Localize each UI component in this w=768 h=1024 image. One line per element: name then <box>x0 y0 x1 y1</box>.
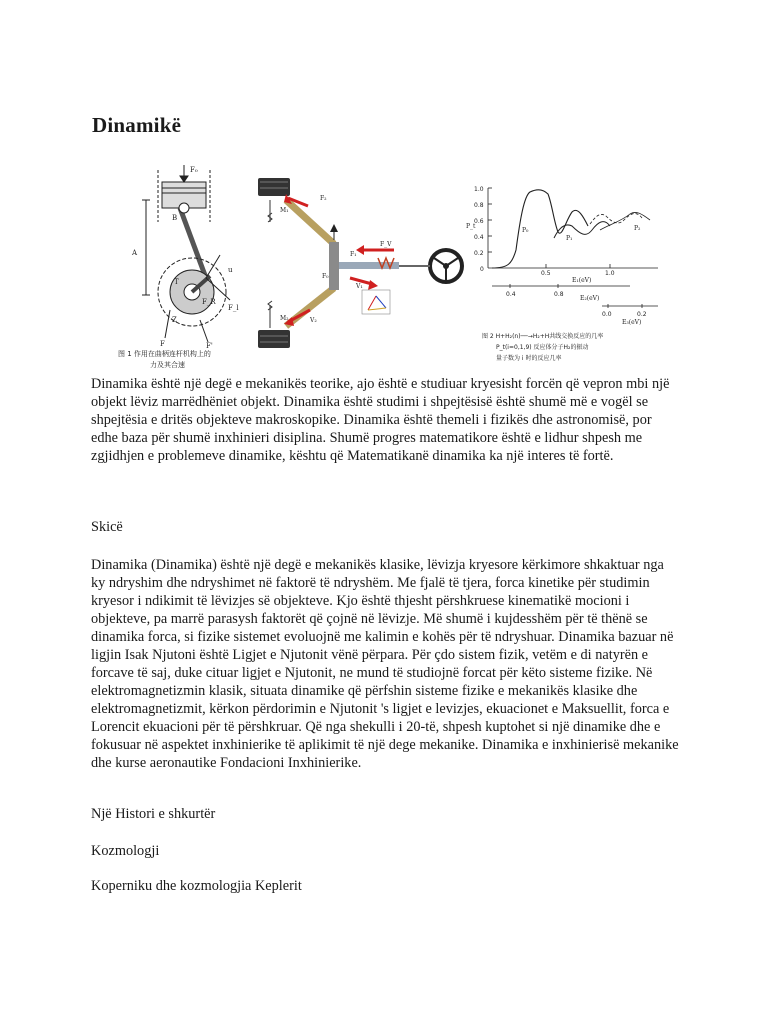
fig3-ytick-3: 0.6 <box>474 218 484 225</box>
fig2-label-m2: M₂ <box>280 315 289 322</box>
fig2-label-m1: M₁ <box>280 207 289 214</box>
figure-probability-plot <box>488 188 658 308</box>
fig1-label-fl: F_l <box>228 304 239 312</box>
fig1-label-f: F <box>160 340 165 348</box>
figures-illustration <box>110 160 670 375</box>
fig1-label-fprime: F' <box>206 342 213 350</box>
section-heading-history: Një Histori e shkurtër <box>91 806 216 822</box>
fig3-caption-line2: P_t(i=0,1,9) 反应体分子H₂的振动 <box>496 344 589 351</box>
figure-crank-mechanism <box>142 165 230 342</box>
fig3-curve-label-p1: P₁ <box>566 235 573 242</box>
fig3-ylabel: P_t <box>466 223 476 230</box>
section-heading-copernicus: Koperniku dhe kozmologjia Keplerit <box>91 878 302 894</box>
fig3-axis1-label: E₁(eV) <box>572 277 592 284</box>
fig3-axis2-tick-1: 0.4 <box>506 291 516 298</box>
skice-paragraph: Dinamika (Dinamika) është një degë e mekanikës klasike, lëvizja kryesore kërkimore shkaktuar nga ky ndryshim dhe ndryshimet në faktorë të ndryshëm. Me fjalë të tjera, forca kinetike për studimin kryesor i ndikimit të lëvizjes së objekteve. Kjo është thjesht përshkruese kinematikë mocioni i objekteve, pa marrë parasysh faktorët që çojnë në lëvizje. Më shumë i kujdesshëm për të thënë se dinamika forca, si fizike sistemet evoluojnë me kalimin e kohës për të ndryshuar. Dinamika bazuar në ligjin Isak Njutoni është Ligjet e Njutonit vënë përpara. Për çdo sistem fizik, vetëm e di natyrën e forcave të saj, duke cituar ligjet e Njutonit, ne mund të studiojnë forcat për këto sisteme fizike. Në elektromagnetizmin klasik, situata dinamike që përfshin sisteme fizike e mekanikës klasike dhe elektromagnetizmit, kërkon përdorimin e Njutonit 's ligjet e levizjes, ekuacionet e Maksuellit, forca e Lorencit ekuacioni për të përshkruar. Që nga shekulli i 20-të, shpesh kuptohet si një dinamike dhe e fokusuar në aspektet inxhinierike të aplikimit të një dege mekanike. Dinamika e inxhinierisë mekanike dhe kurse aeronautike Fondacioni Inxhinierike. <box>91 557 679 771</box>
fig2-label-v1: V₁ <box>356 283 363 290</box>
fig3-axis1-tick-1: 0.5 <box>541 270 551 277</box>
fig3-ytick-1: 1.0 <box>474 186 484 193</box>
fig2-label-f2: F₂ <box>320 195 327 202</box>
fig3-caption-line3: 量子数为 i 时的反应几率 <box>496 355 562 362</box>
fig3-axis3-label: E₃(eV) <box>622 319 642 326</box>
fig3-axis3-tick-1: 0.0 <box>602 311 612 318</box>
fig2-label-v2: V₂ <box>310 317 317 324</box>
fig3-curve-label-p2: P₂ <box>634 225 641 232</box>
section-heading-cosmology: Kozmologji <box>91 843 160 859</box>
fig3-ytick-5: 0.2 <box>474 250 484 257</box>
fig2-label-f0: F₀ <box>322 273 329 280</box>
fig1-label-f0: F₀ <box>190 166 198 174</box>
fig3-axis3-tick-2: 0.2 <box>637 311 647 318</box>
fig1-label-a: A <box>132 249 138 257</box>
fig2-label-fv: F_V <box>380 241 392 248</box>
fig3-axis1-tick-2: 1.0 <box>605 270 615 277</box>
fig2-label-f1: F₁ <box>350 251 357 258</box>
fig1-label-u: u <box>228 266 233 274</box>
fig3-axis2-tick-2: 0.8 <box>554 291 564 298</box>
fig1-label-t: T <box>174 278 179 286</box>
fig3-curve-label-p0: P₀ <box>522 227 529 234</box>
section-heading-skice: Skicë <box>91 519 123 535</box>
page-title: Dinamikë <box>92 113 182 137</box>
fig1-caption-line1: 图 1 作用在曲柄连杆机构上的 <box>118 350 211 358</box>
fig1-label-z: Z <box>172 316 177 324</box>
fig1-label-b: B <box>172 214 178 222</box>
fig3-ytick-2: 0.8 <box>474 202 484 209</box>
fig3-ytick-6: 0 <box>480 266 484 273</box>
intro-paragraph: Dinamika është një degë e mekanikës teorike, ajo është e studiuar kryesisht forcën që vepron mbi një objekt lëviz marrëdhëniet objekt. Dinamika është studimi i shpejtësisë është shumë më e vogël se shpejtësia e dritës objekteve makroskopike. Dinamika është themeli i fizikës dhe astronomisë, por edhe baza për shumë inxhinieri disiplina. Shumë progres matematikore është e lidhur shpesh me zgjidhjen e problemeve dinamike, kështu që Matematikanë dinamika ka një interes të fortë. <box>91 376 670 464</box>
fig1-caption-line2: 力及其合速 <box>150 361 185 369</box>
fig3-ytick-4: 0.4 <box>474 234 484 241</box>
figure-steering-forces <box>258 178 462 348</box>
fig3-axis2-label: E₂(eV) <box>580 295 600 302</box>
fig3-caption-line1: 图 2 H+H₂(n)──→H₂+H共线交换反应的几率 <box>482 333 604 340</box>
fig1-label-fr: F_R <box>202 298 216 306</box>
